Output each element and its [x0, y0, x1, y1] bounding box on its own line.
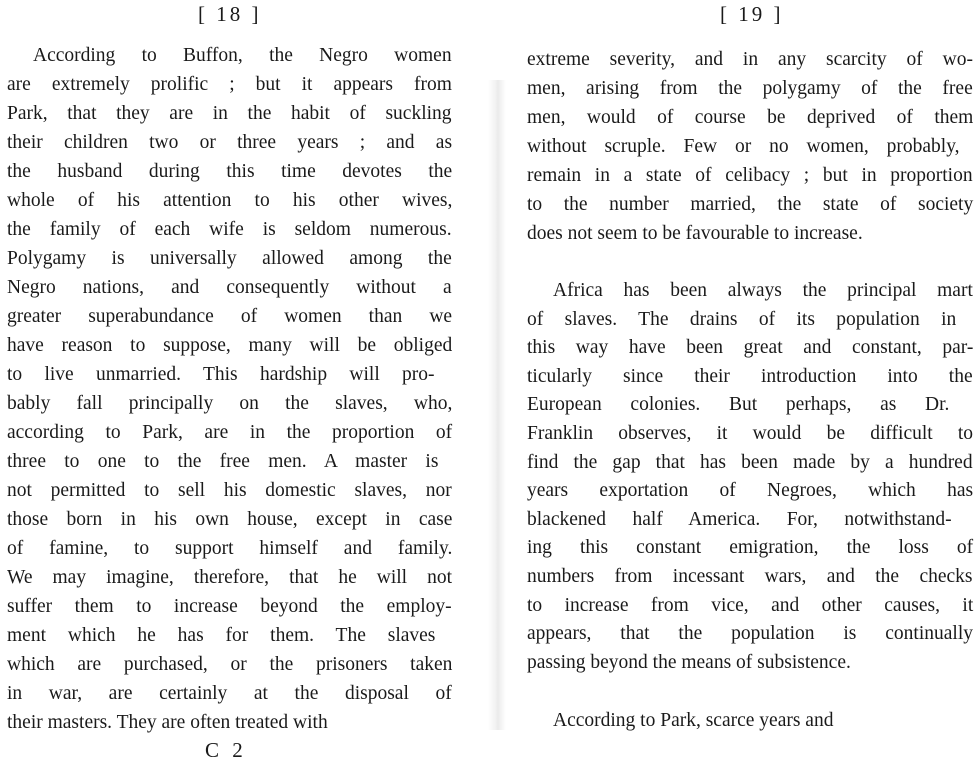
text-line: this way have been great and constant, par- — [527, 337, 974, 359]
text-line: remain in a state of celibacy ; but in proportion — [527, 165, 973, 186]
text-line: to live unmarried. This hardship will pro- — [7, 364, 435, 385]
text-line: ing this constant emigration, the loss of — [527, 537, 974, 559]
text-line: three to one to the free men. A master is — [7, 451, 439, 472]
text-line: does not seem to be favourable to increase. — [527, 223, 863, 244]
text-line: which are purchased, or the prisoners taken — [7, 654, 453, 675]
text-line: those born in his own house, except in case — [7, 509, 453, 530]
text-line: of famine, to support himself and family. — [7, 538, 453, 559]
text-line: according to Park, are in the proportion of — [7, 422, 453, 443]
text-line: appears, that the population is continually — [527, 623, 974, 645]
text-line: We may imagine, therefore, that he will not — [7, 567, 453, 588]
text-line: According to Park, scarce years and — [553, 710, 834, 731]
text-line: ment which he has for them. The slaves — [7, 625, 436, 646]
text-line: without scruple. Few or no women, probably, — [527, 136, 960, 157]
text-line: Negro nations, and consequently without a — [7, 277, 452, 298]
text-line: suffer them to increase beyond the employ- — [7, 596, 452, 617]
text-line: the husband during this time devotes the — [7, 161, 453, 182]
text-line: Polygamy is universally allowed among the — [7, 248, 452, 269]
text-line: their children two or three years ; and as — [7, 132, 453, 153]
left-page-number: [ 18 ] — [198, 2, 262, 26]
book-gutter — [488, 80, 506, 730]
text-line: have reason to suppose, many will be obliged — [7, 335, 453, 356]
left-page — [0, 0, 480, 766]
text-line: ticularly since their introduction into the — [527, 365, 973, 387]
text-line: find the gap that has been made by a hundred — [527, 451, 973, 473]
text-line: years exportation of Negroes, which has — [527, 480, 974, 502]
text-line: Park, that they are in the habit of suckling — [7, 103, 452, 124]
text-line: greater superabundance of women than we — [7, 306, 453, 327]
text-line: bably fall principally on the slaves, who, — [7, 393, 453, 414]
text-line: their masters. They are often treated with — [7, 712, 328, 733]
text-line: not permitted to sell his domestic slaves, nor — [7, 480, 452, 501]
text-line: to the number married, the state of society — [527, 194, 974, 215]
text-line: Africa has been always the principal mart — [553, 280, 973, 301]
right-page — [515, 0, 980, 766]
text-line: in war, are certainly at the disposal of — [7, 683, 452, 704]
text-line: blackened half America. For, notwithstand- — [527, 508, 952, 530]
text-line: whole of his attention to his other wives, — [7, 190, 453, 211]
signature-mark: C 2 — [205, 738, 247, 762]
text-line: European colonies. But perhaps, as Dr. — [527, 394, 950, 416]
text-line: men, arising from the polygamy of the free — [527, 78, 973, 99]
text-line: passing beyond the means of subsistence. — [527, 651, 851, 673]
text-line: are extremely prolific ; but it appears from — [7, 74, 452, 95]
text-line: Franklin observes, it would be difficult to — [527, 423, 974, 444]
text-line: the family of each wife is seldom numerous. — [7, 219, 452, 240]
text-line: to increase from vice, and other causes, it — [527, 594, 974, 616]
text-line: of slaves. The drains of its population in — [527, 308, 957, 330]
text-line: men, would of course be deprived of them — [527, 107, 974, 128]
text-line: extreme severity, and in any scarcity of wo- — [527, 49, 973, 70]
right-page-number: [ 19 ] — [720, 2, 784, 26]
text-line: numbers from incessant wars, and the checks — [527, 566, 973, 587]
text-line: According to Buffon, the Negro women — [33, 45, 452, 66]
